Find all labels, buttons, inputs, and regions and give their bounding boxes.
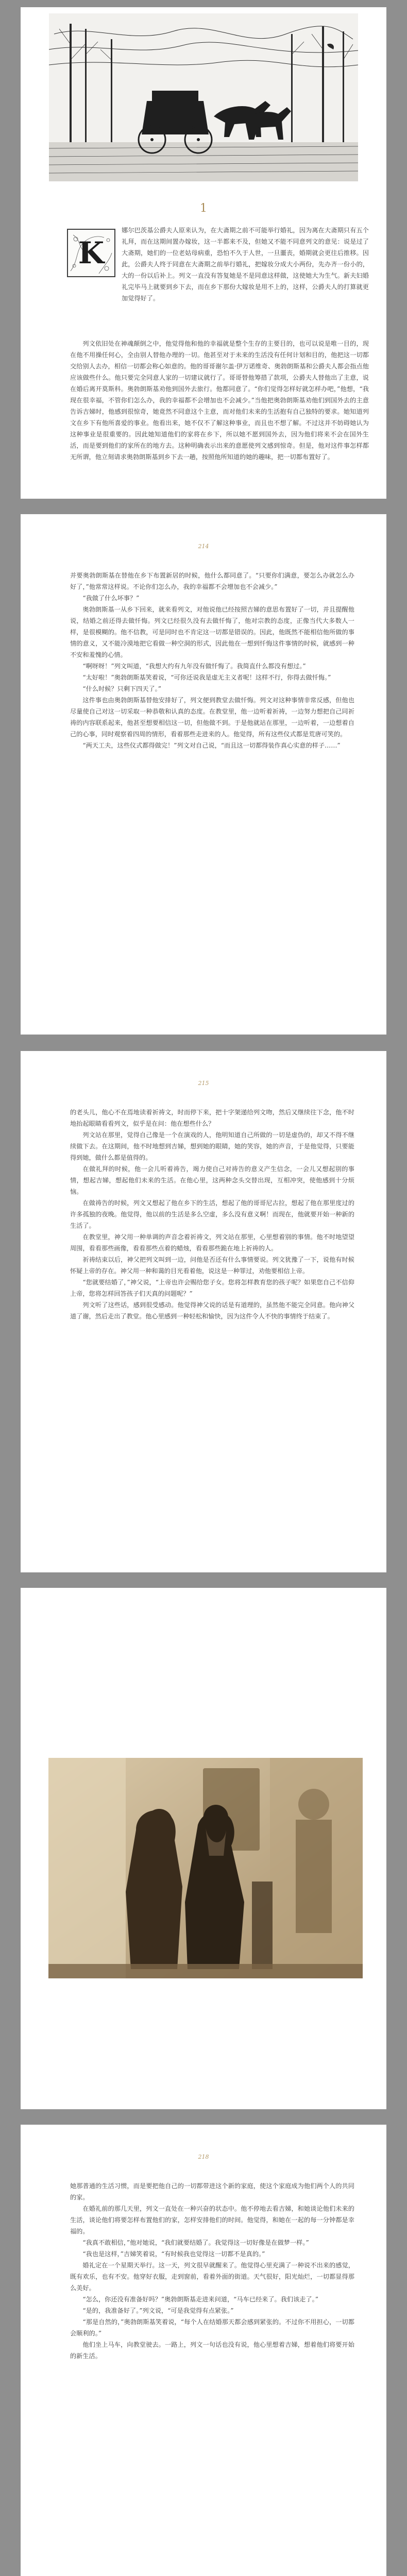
paragraph: “我做了什么坏事？” [82, 595, 140, 602]
paragraph: 的老头儿，他心不在焉地读着祈祷文，时而停下来，把十字架递给列文吻，然后又继续往下念，他不时地抬起眼睛看看列文，似乎是在问：他在想些什么？ [70, 1109, 354, 1127]
paragraph: “您就要结婚了，”神父说，“上帝也许会赐给您子女。您将怎样教育您的孩子呢？如果您自己不信仰上帝，您将怎样回答孩子们天真的问题呢？” [70, 1279, 354, 1297]
chapter-number: 1 [200, 202, 207, 215]
confession-scene-photo [48, 1758, 363, 1978]
paragraph: 在婚礼前的那几天里，列文一直处在一种兴奋的状态中。他不停地去看吉娣，和她谈论他们未来的生活，谈论他们将要怎样布置他们的家，怎样安排他们的时间。他觉得，和她在一起的每一分钟都是幸福的。 [70, 2205, 354, 2235]
paragraph: 列文听了这些话，感到很受感动。他觉得神父说的话是有道理的，虽然他不能完全同意。他向神父道了谢，然后走出了教堂。他心里感到一种轻松和愉快，因为这件令人不快的事情终于结束了。 [70, 1301, 354, 1320]
paragraph: “怎么，你还没有准备好吗？”奥勃朗斯基走进来问道，“马车已经来了。我们该走了。” [82, 2296, 318, 2303]
carriage-illustration [49, 13, 358, 181]
paragraph: 并要奥勃朗斯基在替他在乡下布置新居的时候，他什么都同意了。“只要你们满意，要怎么办就怎么办好了，”他常常这样说。不论你们怎么办，我的幸福都不会增加也不会减少。” [70, 572, 354, 590]
paragraph: 她那普通的生活习惯，而是要把他自己的一切都带进这个新的家庭，使这个家庭成为他们两个人的共同的家。 [70, 2182, 354, 2201]
carriage-engraving-image [49, 13, 358, 181]
page-number: 214 [198, 543, 209, 550]
paragraph: “两天工夫，这些仪式都得做完！”列文对自己说，“而且这一切都得装作真心实意的样子……” [82, 742, 341, 749]
page-body-text [70, 1107, 354, 1322]
film-still-image [48, 1758, 363, 1978]
page-number: 218 [198, 2154, 209, 2160]
chapter-opening-text [122, 225, 369, 304]
paragraph: 在做礼拜的时候，他一会儿听着祷告，竭力使自己对祷告的意义产生信念，一会儿又想起别的事情，想起吉娣，想起他们未来的生活。在他心里，这两种念头交替出现，互相冲突，使他感到十分烦恼。 [70, 1165, 354, 1195]
paragraph: 婚礼定在一个星期天举行。这一天，列文很早就醒来了。他觉得心里充满了一种说不出来的感觉，既有欢乐，也有不安。他穿好衣服，走到窗前，看着外面的街道。天气很好，阳光灿烂，一切都显得那么美好。 [70, 2262, 354, 2292]
paragraph: 在做祷告的时候，列文又想起了他在乡下的生活，想起了他的哥哥尼古拉，想起了他在那里度过的许多孤独的夜晚。他觉得，他以前的生活是多么空虚，多么没有意义啊！而现在，他就要开始一种新的生活了。 [70, 1199, 354, 1229]
book-page-3 [21, 1051, 386, 1572]
paragraph: 他们坐上马车，向教堂驶去。一路上，列文一句话也没有说，他心里想着吉娣，想着他们将要开始的新生活。 [70, 2341, 354, 2360]
paragraph: “我真不敢相信，”他对她说，“我们就要结婚了。我觉得这一切好像是在做梦一样。” [82, 2239, 309, 2246]
book-page-4-plate [21, 1588, 386, 2109]
chapter-body-text [70, 338, 369, 463]
paragraph: 娜尔巴茨基公爵夫人原来认为，在大斋期之前不可能举行婚礼，因为离在大斋期只有五个礼拜，而在这期间置办嫁妆，这一半都来不及，但她又不能不同意列文的意见：说是过了大斋期，她们的一位老姑母病重，恐怕不久于人世，一旦噩丧，婚期就会更往后推移。因此，公爵夫人终于同意在大斋期之前举行婚礼，把嫁妆分成大小两份，先办齐一份小的，大的一份以后补上。列文一直没有答复她是不是同意这样做，这使她大为生气。新夫妇婚礼完毕马上就要到乡下去，而在乡下那份大嫁妆是用不上的，这样，公爵夫人的打算就更加觉得好了。 [122, 227, 369, 302]
paragraph: “是的，我准备好了。”列文说，“可是我觉得有点紧张。” [82, 2307, 234, 2314]
paragraph: 列文依旧处在神魂颠倒之中，他觉得他和他的幸福就是整个生存的主要目的，也可以说是唯一目的，现在他不用操任何心，全由别人替他办理的一切。他甚至对于未来的生活没有任何计划和目的，他把这一切都交给别人去办，相信一切都会称心如意的。他的哥哥谢尔盖·伊万诺维奇、奥勃朗斯基和公爵夫人都会指点他应该做些什么。他只要完全同意人家的一切建议就行了。哥哥替他筹措了款项，公爵夫人替他出了主意，说在婚后离开莫斯科。奥勃朗斯基劝他到国外去旅行。他都同意了。“你们觉得怎样好就怎样办吧，”他想，“我现在很幸福，不管你们怎么办，我的幸福都不会增加也不会减少。”当他把奥勃朗斯基劝他们到国外去的主意告诉吉娣时，他感到很惊奇，她竟然不同意这个主意，而对他们未来的生活抱有自己独特的要求。她知道列文在乡下有他所喜爱的事业。他看出来，她不仅不了解这种事业，而且也不想了解。不过这并不妨碍她认为这种事业是很重要的。因此她知道他们的家将在乡下，所以她不愿到国外去，因为他们将来不会在国外生活，而是要到他们的家所在的地方去。这种明确表示出来的意愿使列文感到惊奇。但是，他对这件事怎样都无所谓，他立刻请求奥勃朗斯基到乡下去一趟，按照他所知道的她的趣味，把一切都布置好了。 [70, 340, 369, 461]
paragraph: “什么时候？只剩下四天了。” [82, 685, 162, 692]
paragraph: “啊呀呀！”列文叫道，“我想大约有九年没有做忏悔了。我简直什么都没有想过。” [82, 663, 306, 670]
paragraph: 列文站在那里，觉得自己像是一个在演戏的人，他明知道自己所做的一切是虚伪的，却又不得不继续做下去。在这期间，他不时地想到吉娣，想到她的眼睛，她的笑容，她的声音，于是他觉得，只要能得到她，做什么都是值得的。 [70, 1131, 354, 1161]
paragraph: 祈祷结束以后，神父把列文叫到一边，问他是否还有什么事情要说。列文犹豫了一下，说他有时候怀疑上帝的存在。神父用一种和蔼的目光看着他，说这是一种罪过，劝他要相信上帝。 [70, 1256, 354, 1275]
page-body-text [70, 2180, 354, 2362]
drop-cap-letter: K [78, 235, 105, 270]
page-body-text [70, 570, 354, 751]
paragraph: “我也是这样，”吉娣笑着说，“有时候我也觉得这一切都不是真的。” [82, 2250, 265, 2258]
book-page-1 [21, 7, 386, 499]
paragraph: 奥勃朗斯基一从乡下回来，就来看列文，对他说他已经按照吉娣的意思布置好了一切，并且提醒他说，结婚之前还得去做忏悔。列文已经很久没有去做忏悔了，他对宗教的态度，正像当代大多数人一样，是很模糊的。他不信教，可是同时也不肯定这一切都是错误的。因此，他既然不能相信他所做的事情的意义，又不能冷漠地把它看做一种空洞的形式，因此他在一想到忏悔这件事情的时候，就感到一种不安和羞愧的心情。 [70, 606, 354, 658]
paragraph: “太好啦！”奥勃朗斯基笑着说，“可你还说我是虚无主义者呢！这样不行，你得去做忏悔。” [82, 674, 331, 681]
page-number: 215 [198, 1080, 209, 1087]
paragraph: 在教堂里，神父用一种单调的声音念着祈祷文，列文站在那里，心里想着别的事情。他不时地望望周围，看看那些画像，看看那些点着的蜡烛，看看那些跪在地上祈祷的人。 [70, 1233, 354, 1252]
book-page-2 [21, 514, 386, 1035]
book-page-5 [21, 2125, 386, 2576]
paragraph: 这件事也由奥勃朗斯基替他安排好了，列文便到教堂去做忏悔。列文对这种事情非常反感，但他也尽量使自己对这一切采取一种恭敬和认真的态度。在教堂里，他一边听着祈祷，一边努力想把自己同祈祷的内容联系起来，他甚至想要相信这一切，但他做不到。于是他就站在那里，一边听着，一边想着自己的心事，同时观察着四周的情形，看着那些走进来的人。他觉得，所有这些仪式都是荒唐可笑的。 [70, 697, 354, 738]
drop-cap-ornament [67, 229, 115, 277]
paragraph: “那是自然的，”奥勃朗斯基笑着说，“每个人在结婚那天都会感到紧张的。不过你不用担心，一切都会顺利的。” [70, 2318, 354, 2337]
